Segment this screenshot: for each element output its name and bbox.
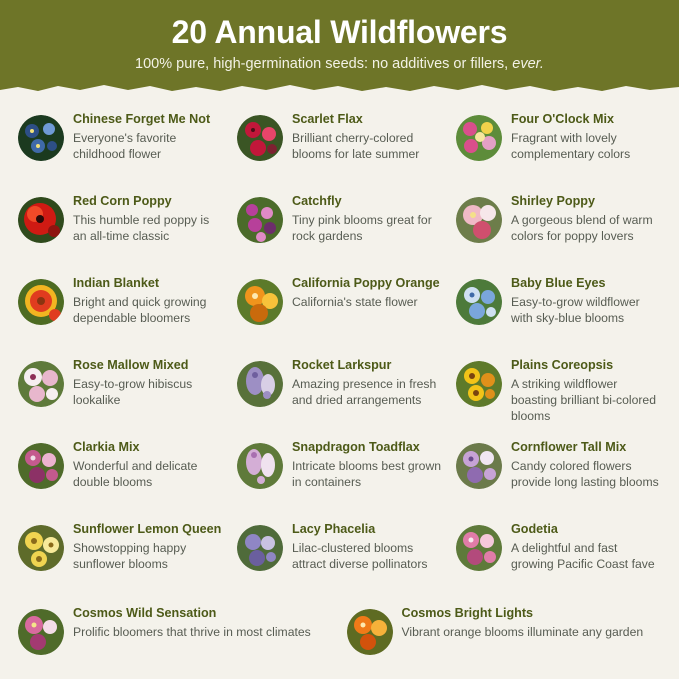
flower-desc: Candy colored flowers provide long lasting blooms bbox=[511, 458, 659, 489]
flower-thumb-sunflower-lemon-queen bbox=[18, 525, 64, 571]
poster-header bbox=[0, 0, 679, 95]
flower-list-content bbox=[0, 95, 679, 671]
flower-text bbox=[511, 522, 661, 572]
flower-grid-bottom bbox=[16, 601, 663, 663]
list-item[interactable] bbox=[235, 189, 444, 267]
flower-name: Rocket Larkspur bbox=[292, 358, 392, 373]
flower-thumb-lacy-phacelia bbox=[237, 525, 283, 571]
flower-desc: California's state flower bbox=[292, 294, 418, 309]
flower-name: California Poppy Orange bbox=[292, 276, 440, 291]
flower-thumb-red-corn-poppy bbox=[18, 197, 64, 243]
flower-name: Four O'Clock Mix bbox=[511, 112, 615, 127]
flower-desc: Brilliant cherry-colored blooms for late summer bbox=[292, 130, 420, 161]
flower-text bbox=[73, 522, 223, 572]
subtitle-main: 100% pure, high-germination seeds: no additives or fillers, bbox=[135, 55, 513, 72]
flower-text bbox=[73, 606, 311, 639]
flower-thumb-plains-coreopsis bbox=[456, 361, 502, 407]
list-item[interactable] bbox=[235, 435, 444, 513]
flower-name: Cosmos Bright Lights bbox=[401, 606, 534, 621]
flower-text bbox=[73, 194, 223, 244]
flower-text bbox=[402, 606, 644, 639]
flower-name: Catchfly bbox=[292, 194, 342, 209]
flower-text bbox=[73, 112, 223, 162]
flower-desc: Everyone's favorite childhood flower bbox=[73, 130, 177, 161]
list-item[interactable] bbox=[16, 435, 225, 513]
flower-desc: A striking wildflower boasting brilliant bi-colored blooms bbox=[511, 376, 656, 423]
flower-name: Cosmos Wild Sensation bbox=[73, 606, 217, 621]
flower-desc: Amazing presence in fresh and dried arrangements bbox=[292, 376, 437, 407]
flower-thumb-shirley-poppy bbox=[456, 197, 502, 243]
flower-desc: A delightful and fast growing Pacific Coast fave bbox=[511, 540, 655, 571]
flower-name: Scarlet Flax bbox=[292, 112, 363, 127]
list-item[interactable] bbox=[16, 107, 225, 185]
subtitle-emphasis: ever. bbox=[512, 55, 544, 72]
flower-thumb-rocket-larkspur bbox=[237, 361, 283, 407]
list-item[interactable] bbox=[454, 271, 663, 349]
list-item[interactable] bbox=[16, 189, 225, 267]
flower-name: Sunflower Lemon Queen bbox=[73, 522, 222, 537]
flower-text bbox=[511, 440, 661, 490]
page-subtitle bbox=[20, 56, 659, 73]
list-item[interactable] bbox=[454, 107, 663, 185]
flower-text bbox=[292, 112, 442, 162]
flower-grid bbox=[16, 107, 663, 595]
flower-thumb-rose-mallow-mixed bbox=[18, 361, 64, 407]
flower-desc: Wonderful and delicate double blooms bbox=[73, 458, 198, 489]
flower-desc: Vibrant orange blooms illuminate any garden bbox=[401, 624, 644, 639]
flower-name: Rose Mallow Mixed bbox=[73, 358, 189, 373]
list-item[interactable] bbox=[16, 601, 335, 663]
list-item[interactable] bbox=[454, 517, 663, 595]
flower-text bbox=[292, 358, 442, 408]
list-item[interactable] bbox=[454, 435, 663, 513]
flower-name: Clarkia Mix bbox=[73, 440, 140, 455]
flower-name: Plains Coreopsis bbox=[511, 358, 614, 373]
flower-text bbox=[73, 276, 223, 326]
flower-thumb-cornflower-tall-mix bbox=[456, 443, 502, 489]
flower-desc: Prolific bloomers that thrive in most climates bbox=[73, 624, 311, 639]
flower-thumb-clarkia-mix bbox=[18, 443, 64, 489]
list-item[interactable] bbox=[345, 601, 664, 663]
flower-name: Snapdragon Toadflax bbox=[292, 440, 420, 455]
flower-text bbox=[292, 276, 440, 309]
flower-thumb-cosmos-bright-lights bbox=[347, 609, 393, 655]
list-item[interactable] bbox=[235, 107, 444, 185]
flower-text bbox=[292, 440, 442, 490]
list-item[interactable] bbox=[16, 517, 225, 595]
flower-desc: Showstopping happy sunflower blooms bbox=[73, 540, 187, 571]
list-item[interactable] bbox=[16, 271, 225, 349]
flower-thumb-scarlet-flax bbox=[237, 115, 283, 161]
torn-paper-edge-icon bbox=[0, 82, 679, 96]
list-item[interactable] bbox=[454, 189, 663, 267]
page-title: 20 Annual Wildflowers bbox=[171, 14, 508, 50]
flower-text bbox=[511, 358, 661, 424]
flower-thumb-baby-blue-eyes bbox=[456, 279, 502, 325]
list-item[interactable] bbox=[454, 353, 663, 431]
flower-text bbox=[292, 522, 442, 572]
flower-thumb-catchfly bbox=[237, 197, 283, 243]
flower-name: Indian Blanket bbox=[73, 276, 160, 291]
flower-desc: Fragrant with lovely complementary colors bbox=[511, 130, 631, 161]
flower-desc: Lilac-clustered blooms attract diverse pollinators bbox=[292, 540, 428, 571]
flower-desc: This humble red poppy is an all-time classic bbox=[73, 212, 210, 243]
flower-thumb-chinese-forget-me-not bbox=[18, 115, 64, 161]
flower-text bbox=[292, 194, 442, 244]
flower-name: Lacy Phacelia bbox=[292, 522, 376, 537]
flower-thumb-california-poppy-orange bbox=[237, 279, 283, 325]
flower-thumb-godetia bbox=[456, 525, 502, 571]
flower-desc: Tiny pink blooms great for rock gardens bbox=[292, 212, 432, 243]
flower-thumb-snapdragon-toadflax bbox=[237, 443, 283, 489]
flower-text bbox=[511, 276, 661, 326]
flower-text bbox=[511, 112, 661, 162]
flower-thumb-cosmos-wild-sensation bbox=[18, 609, 64, 655]
flower-name: Cornflower Tall Mix bbox=[511, 440, 627, 455]
flower-name: Chinese Forget Me Not bbox=[73, 112, 211, 127]
flower-desc: Intricate blooms best grown in containers bbox=[292, 458, 442, 489]
flower-name: Red Corn Poppy bbox=[73, 194, 172, 209]
flower-thumb-indian-blanket bbox=[18, 279, 64, 325]
flower-desc: A gorgeous blend of warm colors for poppy lovers bbox=[511, 212, 653, 243]
flower-text bbox=[73, 358, 223, 408]
flower-desc: Bright and quick growing dependable bloomers bbox=[73, 294, 207, 325]
flower-name: Shirley Poppy bbox=[511, 194, 595, 209]
flower-desc: Easy-to-grow hibiscus lookalike bbox=[73, 376, 193, 407]
list-item[interactable] bbox=[16, 353, 225, 431]
flower-text bbox=[511, 194, 661, 244]
flower-text bbox=[73, 440, 223, 490]
list-item[interactable] bbox=[235, 271, 444, 349]
list-item[interactable] bbox=[235, 353, 444, 431]
list-item[interactable] bbox=[235, 517, 444, 595]
flower-thumb-four-oclock-mix bbox=[456, 115, 502, 161]
flower-name: Baby Blue Eyes bbox=[511, 276, 606, 291]
flower-name: Godetia bbox=[511, 522, 558, 537]
flower-desc: Easy-to-grow wildflower with sky-blue blooms bbox=[511, 294, 640, 325]
